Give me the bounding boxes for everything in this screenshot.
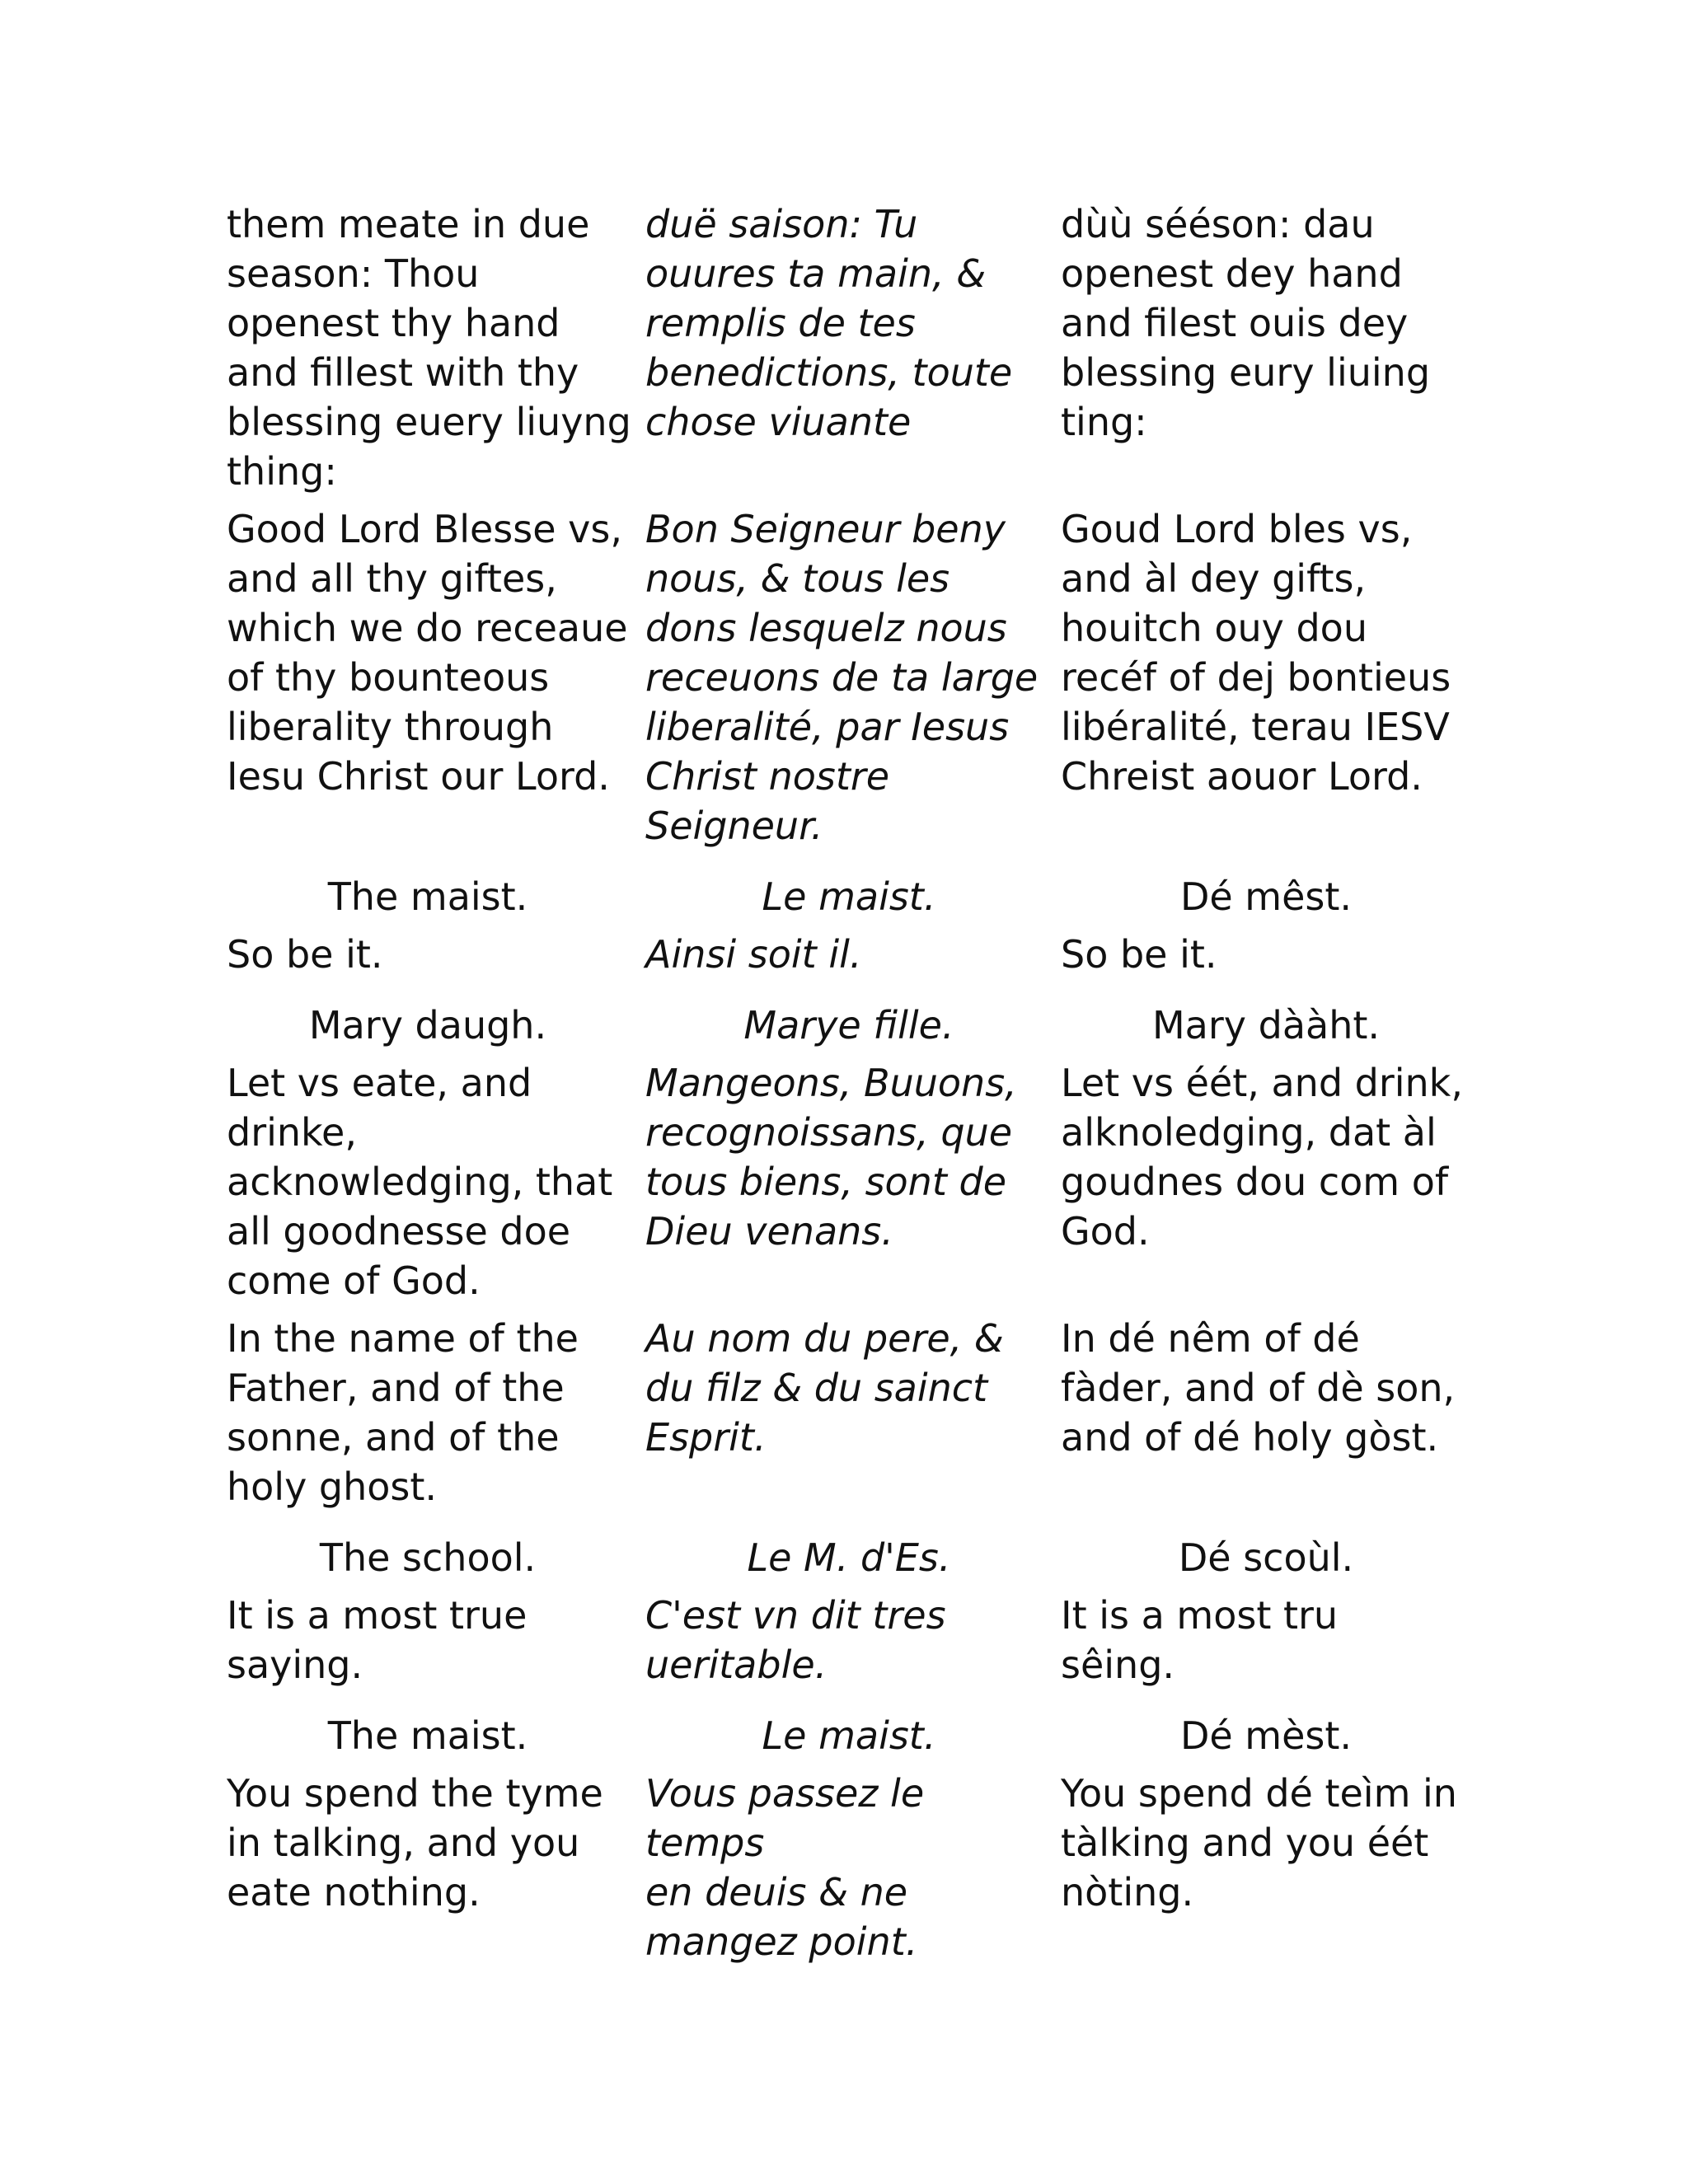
verse-row xyxy=(227,930,1479,987)
dialect-text: Let vs éét, and drink, alknoledging, dat àl goudnes dou com of God. xyxy=(1061,1061,1463,1254)
verse-row xyxy=(227,199,1479,504)
french-text: duë saison: Tu ouures ta main, & remplis de tes benedictions, toute chose viuante xyxy=(645,202,1013,444)
verse-row xyxy=(227,504,1479,859)
verse-row xyxy=(227,1058,1479,1314)
speaker-row xyxy=(227,1698,1479,1769)
dialect-text: So be it. xyxy=(1061,932,1217,977)
dialect-text: dùù sééson: dau openest dey hand and filest ouis dey blessing eury liuing ting: xyxy=(1061,202,1431,444)
verse-row xyxy=(227,1769,1479,1975)
french-text: Mangeons, Buuons, recognoissans, que tous biens, sont de Dieu venans. xyxy=(645,1061,1017,1254)
speaker-row xyxy=(227,987,1479,1058)
french-text: Au nom du pere, & du filz & du sainct Esprit. xyxy=(645,1316,1004,1460)
english-speaker: The maist. xyxy=(327,874,528,919)
english-speaker: Mary daugh. xyxy=(308,1003,547,1047)
french-speaker: Le maist. xyxy=(762,874,936,919)
french-text: Ainsi soit il. xyxy=(645,932,862,977)
dialect-text: In dé nêm of dé fàder, and of dè son, and of dé holy gòst. xyxy=(1061,1316,1456,1460)
english-text: Good Lord Blesse vs, and all thy giftes, which we do receaue of thy bounteous liberality through Iesu Christ our Lord. xyxy=(227,507,628,799)
english-speaker: The school. xyxy=(319,1535,537,1580)
french-text: Bon Seigneur beny nous, & tous les dons lesquelz nous receuons de ta large liberalité, par Iesus Christ nostre Seigneur. xyxy=(645,507,1039,848)
dialect-speaker: Dé scoùl. xyxy=(1178,1535,1354,1580)
dialect-text: It is a most tru sêing. xyxy=(1061,1593,1339,1687)
trilingual-dialogue-table xyxy=(227,199,1479,1975)
dialect-text: Goud Lord bles vs, and àl dey gifts, houitch ouy dou recéf of dej bontieus libéralité, terau IESV Chreist aouor Lord. xyxy=(1061,507,1451,799)
verse-row xyxy=(227,1591,1479,1698)
english-text: In the name of the Father, and of the sonne, and of the holy ghost. xyxy=(227,1316,579,1509)
english-text: You spend the tyme in talking, and you eate nothing. xyxy=(227,1771,603,1915)
french-speaker: Le maist. xyxy=(762,1713,936,1758)
english-text: So be it. xyxy=(227,932,383,977)
english-text: It is a most true saying. xyxy=(227,1593,528,1687)
dialect-speaker: Dé mèst. xyxy=(1179,1713,1353,1758)
english-text: them meate in due season: Thou openest thy hand and fillest with thy blessing euery liuyng thing: xyxy=(227,202,631,494)
english-text: Let vs eate, and drinke, acknowledging, that all goodnesse doe come of God. xyxy=(227,1061,613,1303)
french-speaker: Marye fille. xyxy=(743,1003,954,1047)
french-speaker: Le M. d'Es. xyxy=(747,1535,951,1580)
french-text: C'est vn dit tres ueritable. xyxy=(645,1593,946,1687)
speaker-row xyxy=(227,859,1479,930)
verse-row xyxy=(227,1314,1479,1520)
dialect-speaker: Mary dààht. xyxy=(1151,1003,1381,1047)
dialect-text: You spend dé teìm in tàlking and you éét nòting. xyxy=(1061,1771,1457,1915)
french-text: Vous passez le temps en deuis & ne mangez point. xyxy=(645,1771,925,1964)
dialect-speaker: Dé mêst. xyxy=(1179,874,1353,919)
speaker-row xyxy=(227,1520,1479,1591)
trilingual-dialogue-page xyxy=(227,199,1479,1975)
english-speaker: The maist. xyxy=(327,1713,528,1758)
